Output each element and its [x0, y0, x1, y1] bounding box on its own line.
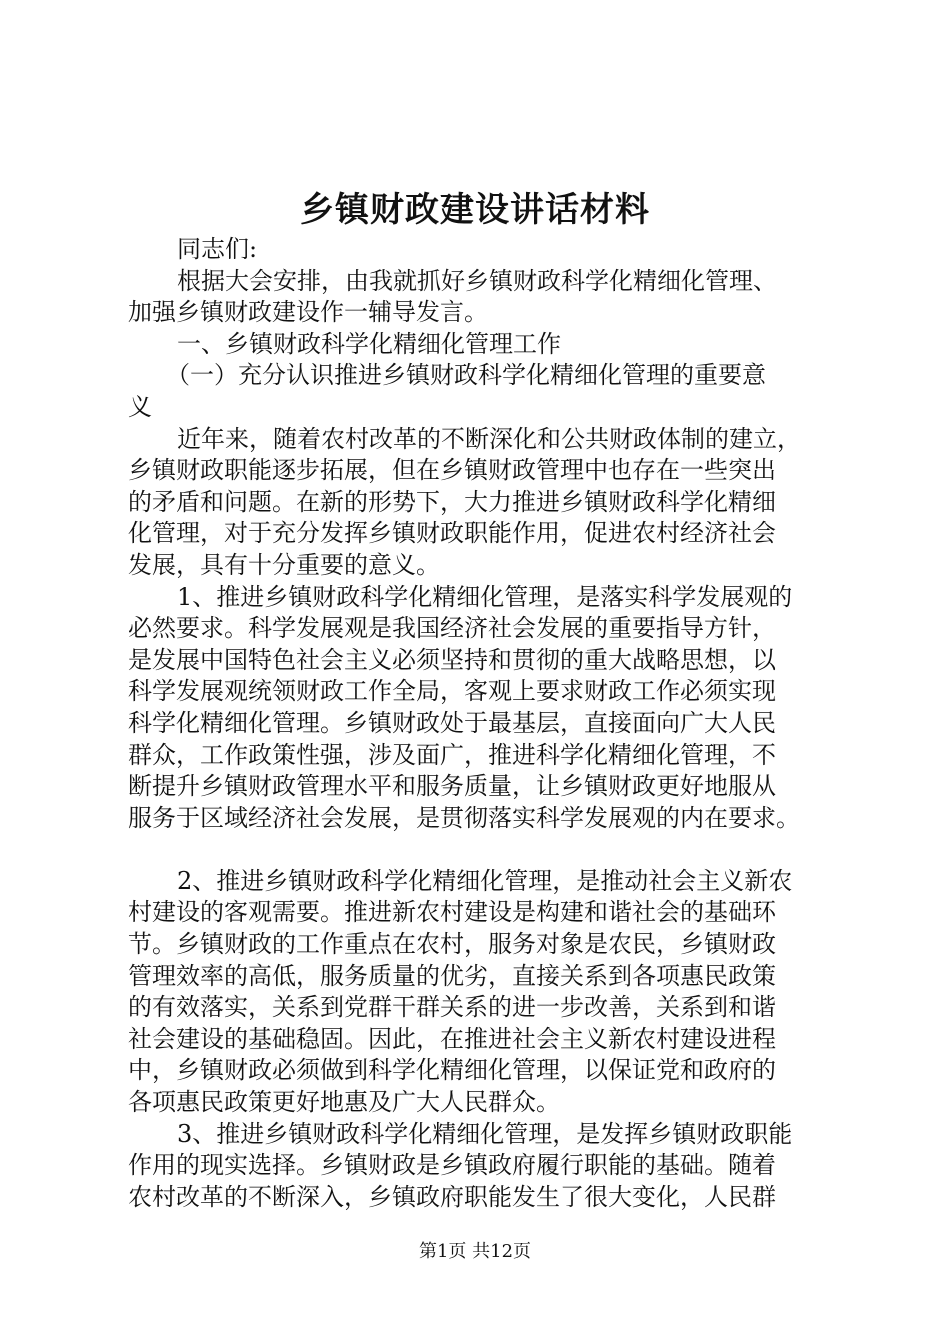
paragraph-line: 近年来，随着农村改革的不断深化和公共财政体制的建立，: [177, 424, 801, 453]
paragraph-line: 的有效落实，关系到党群干群关系的进一步改善，关系到和谐: [128, 993, 776, 1022]
blank-line: [128, 834, 843, 866]
document-title: 乡镇财政建设讲话材料: [300, 190, 650, 230]
section-heading: 一、乡镇财政科学化精细化管理工作: [177, 329, 561, 358]
subsection-heading: 义: [128, 392, 152, 421]
paragraph-line: 群众，工作政策性强，涉及面广，推进科学化精细化管理，不: [128, 740, 776, 769]
paragraph-line: 中，乡镇财政必须做到科学化精细化管理，以保证党和政府的: [128, 1056, 776, 1085]
document-body: [128, 234, 843, 1213]
paragraph-line: 断提升乡镇财政管理水平和服务质量，让乡镇财政更好地服从: [128, 772, 776, 801]
page-number-footer: 第1页 共12页: [418, 1241, 532, 1262]
paragraph-line: 是发展中国特色社会主义必须坚持和贯彻的重大战略思想，以: [128, 645, 776, 674]
paragraph-line: 必然要求。科学发展观是我国经济社会发展的重要指导方针，: [128, 614, 776, 643]
paragraph-line: 科学发展观统领财政工作全局，客观上要求财政工作必须实现: [128, 677, 776, 706]
paragraph-line: 加强乡镇财政建设作一辅导发言。: [128, 298, 488, 327]
subsection-heading: （一）充分认识推进乡镇财政科学化精细化管理的重要意: [166, 361, 766, 390]
paragraph-line: 化管理，对于充分发挥乡镇财政职能作用，促进农村经济社会: [128, 519, 776, 548]
paragraph-line: 科学化精细化管理。乡镇财政处于最基层，直接面向广大人民: [128, 708, 776, 737]
paragraph-line: 服务于区域经济社会发展，是贯彻落实科学发展观的内在要求。: [128, 803, 800, 832]
paragraph-line: 发展，具有十分重要的意义。: [128, 550, 440, 579]
paragraph-line: 作用的现实选择。乡镇财政是乡镇政府履行职能的基础。随着: [128, 1151, 776, 1180]
paragraph-line: 3、推进乡镇财政科学化精细化管理，是发挥乡镇财政职能: [177, 1119, 793, 1148]
paragraph-line: 节。乡镇财政的工作重点在农村，服务对象是农民，乡镇财政: [128, 930, 776, 959]
paragraph-line: 农村改革的不断深入，乡镇政府职能发生了很大变化，人民群: [128, 1182, 776, 1211]
paragraph-line: 各项惠民政策更好地惠及广大人民群众。: [128, 1088, 560, 1117]
paragraph-line: 管理效率的高低，服务质量的优劣，直接关系到各项惠民政策: [128, 961, 776, 990]
paragraph-line: 的矛盾和问题。在新的形势下，大力推进乡镇财政科学化精细: [128, 487, 776, 516]
paragraph-line: 村建设的客观需要。推进新农村建设是构建和谐社会的基础环: [128, 898, 776, 927]
paragraph-line: 2、推进乡镇财政科学化精细化管理，是推动社会主义新农: [177, 866, 793, 895]
paragraph-line: 社会建设的基础稳固。因此，在推进社会主义新农村建设进程: [128, 1024, 776, 1053]
paragraph-line: 乡镇财政职能逐步拓展，但在乡镇财政管理中也存在一些突出: [128, 456, 776, 485]
paragraph-line: 根据大会安排，由我就抓好乡镇财政科学化精细化管理、: [177, 266, 777, 295]
salutation-line: 同志们:: [177, 235, 258, 263]
paragraph-line: 1、推进乡镇财政科学化精细化管理，是落实科学发展观的: [177, 582, 793, 611]
